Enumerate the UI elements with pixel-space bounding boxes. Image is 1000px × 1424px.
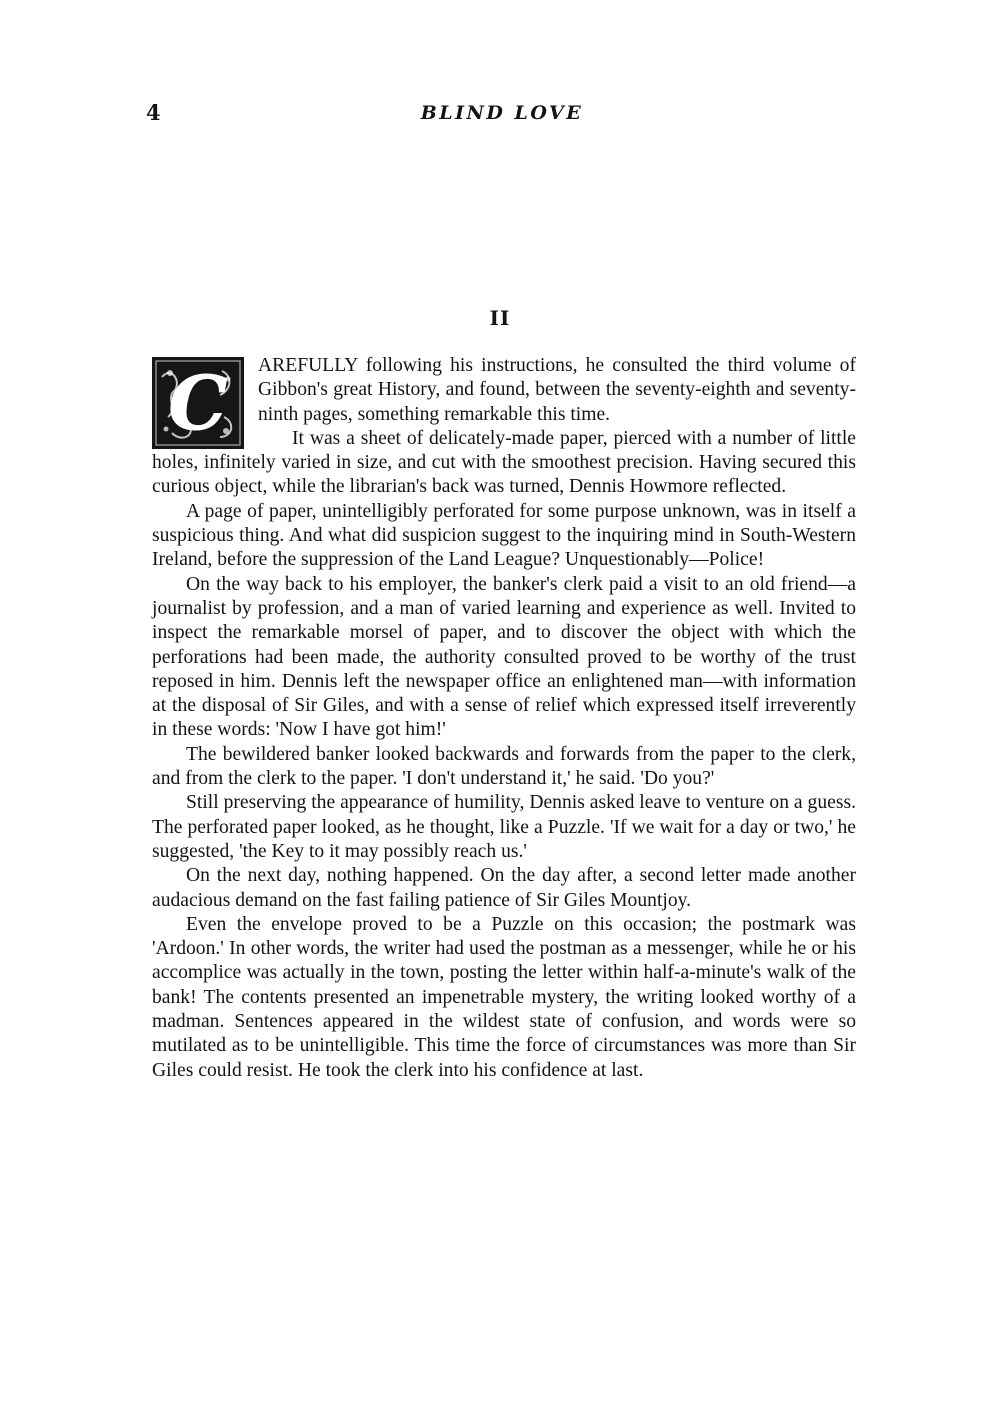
paragraph: It was a sheet of delicately-made paper, pierced with a number of little holes, infinitely varied in size, and cut with the smoothest precision. Having secured this curious object, while the librarian's back was turned, Dennis Howmore reflected. — [152, 427, 856, 498]
chapter-number: II — [489, 306, 511, 330]
ornamental-initial-icon — [152, 357, 244, 449]
dropcap-ornament — [152, 357, 244, 449]
first-paragraph-text: AREFULLY following his instructions, he consulted the third volume of Gibbon's great History, and found, between the seventy-eighth and seventy-ninth pages, something remarkable this time. — [258, 355, 856, 425]
chapter-text — [152, 354, 856, 1083]
page-number: 4 — [146, 100, 161, 125]
paragraph: A page of paper, unintelligibly perforated for some purpose unknown, was in itself a suspicious thing. And what did suspicion suggest to the inquiring mind in South-Western Ireland, before the suppression of the Land League? Unquestionably—Police! — [152, 500, 856, 571]
paragraph: Even the envelope proved to be a Puzzle on this occasion; the postmark was 'Ardoon.' In other words, the writer had used the postman as a messenger, while he or his accomplice was actually in the town, posting the letter within half-a-minute's walk of the bank! The contents presented an impenetrable mystery, the writing looked worthy of a madman. Sentences appeared in the wildest state of confusion, and words were so mutilated as to be unintelligible. This time the force of circumstances was more than Sir Giles could resist. He took the clerk into his confidence at last. — [152, 913, 856, 1081]
paragraph: The bewildered banker looked backwards and forwards from the paper to the clerk, and from the clerk to the paper. 'I don't understand it,' he said. 'Do you?' — [152, 743, 856, 790]
book-title: BLIND LOVE — [420, 102, 584, 124]
paragraph — [152, 354, 856, 447]
dropcap-letter: C — [168, 361, 228, 447]
paragraph: Still preserving the appearance of humility, Dennis asked leave to venture on a guess. The perforated paper looked, as he thought, like a Puzzle. 'If we wait for a day or two,' he suggested, 'the Key to it may possibly reach us.' — [152, 792, 856, 862]
paragraph: On the next day, nothing happened. On the day after, a second letter made another audacious demand on the fast failing patience of Sir Giles Mountjoy. — [152, 865, 856, 911]
running-head — [146, 100, 858, 130]
paragraph: On the way back to his employer, the banker's clerk paid a visit to an old friend—a journalist by profession, and a man of varied learning and experience as well. Invited to inspect the remarkable morsel of paper, and to discover the object with which the perforations had been made, the authority consulted proved to be worthy of the trust reposed in him. Dennis left the newspaper office an enlightened man—with information at the disposal of Sir Giles, and with a sense of relief which expressed itself irreverently in these words: 'Now I have got him!' — [152, 573, 856, 741]
